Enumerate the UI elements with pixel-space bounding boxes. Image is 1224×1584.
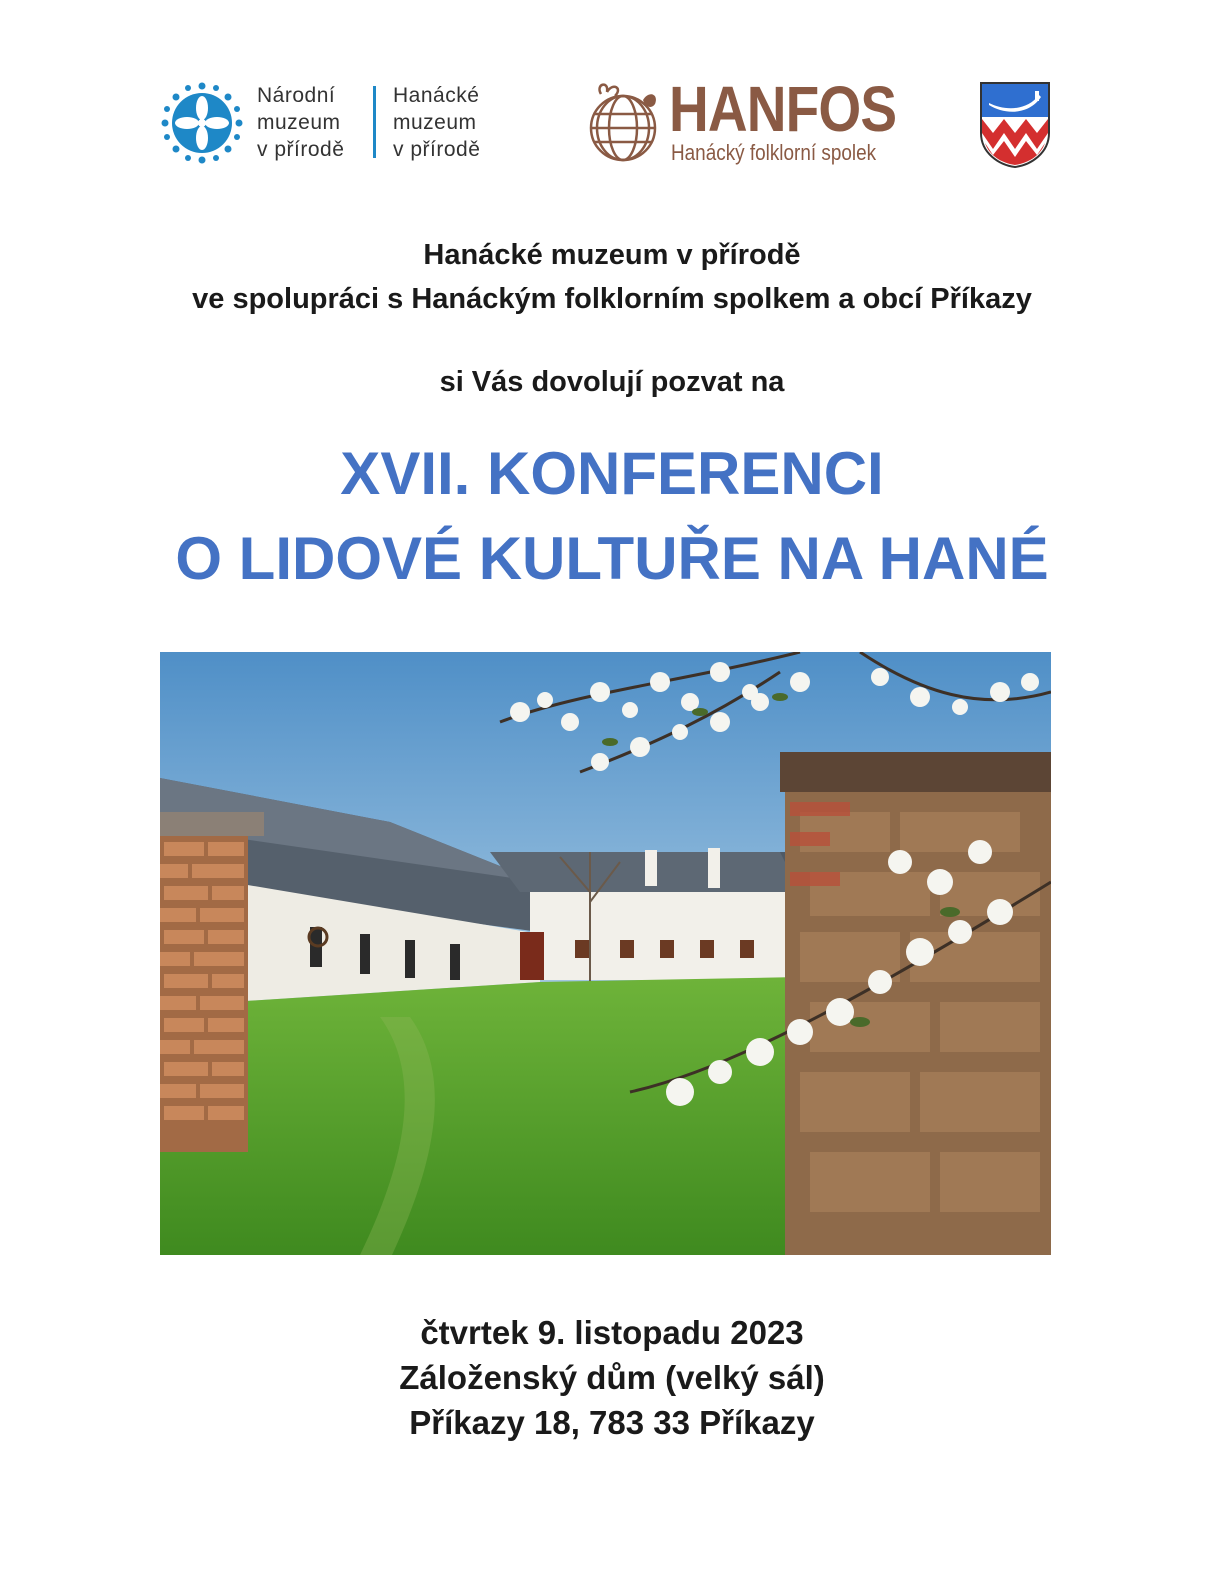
- cooperation-line: ve spolupráci s Hanáckým folklorním spolkem a obcí Příkazy: [192, 283, 1032, 315]
- event-address: Příkazy 18, 783 33 Příkazy: [409, 1404, 815, 1441]
- conference-title-line-2: O LIDOVÉ KULTUŘE NA HANÉ: [175, 525, 1049, 592]
- organizer-line: Hanácké muzeum v přírodě: [423, 239, 801, 271]
- logo-bar: [0, 73, 1224, 173]
- municipal-crest-icon: [979, 81, 1051, 169]
- museum-courtyard-photo: [160, 652, 1051, 1255]
- narodni-muzeum-text: Národní muzeum v přírodě: [257, 84, 345, 161]
- woven-globe-icon: [583, 80, 663, 164]
- courtyard-illustration: [160, 652, 1051, 1255]
- conference-title-line-1: XVII. KONFERENCI: [340, 440, 884, 507]
- logo-divider: [373, 86, 376, 158]
- hanfos-logo: [583, 73, 903, 170]
- invite-line: si Vás dovolují pozvat na: [439, 366, 785, 398]
- folk-ornament-icon: [157, 78, 247, 168]
- event-details: [0, 1310, 1224, 1445]
- hanfos-title: HANFOS: [669, 73, 897, 145]
- event-date: čtvrtek 9. listopadu 2023: [420, 1314, 804, 1351]
- narodni-muzeum-logo: [157, 78, 497, 170]
- hanfos-subtitle: Hanácký folklorní spolek: [671, 140, 877, 165]
- hanacke-muzeum-text: Hanácké muzeum v přírodě: [393, 84, 481, 161]
- event-venue: Záloženský dům (velký sál): [399, 1359, 825, 1396]
